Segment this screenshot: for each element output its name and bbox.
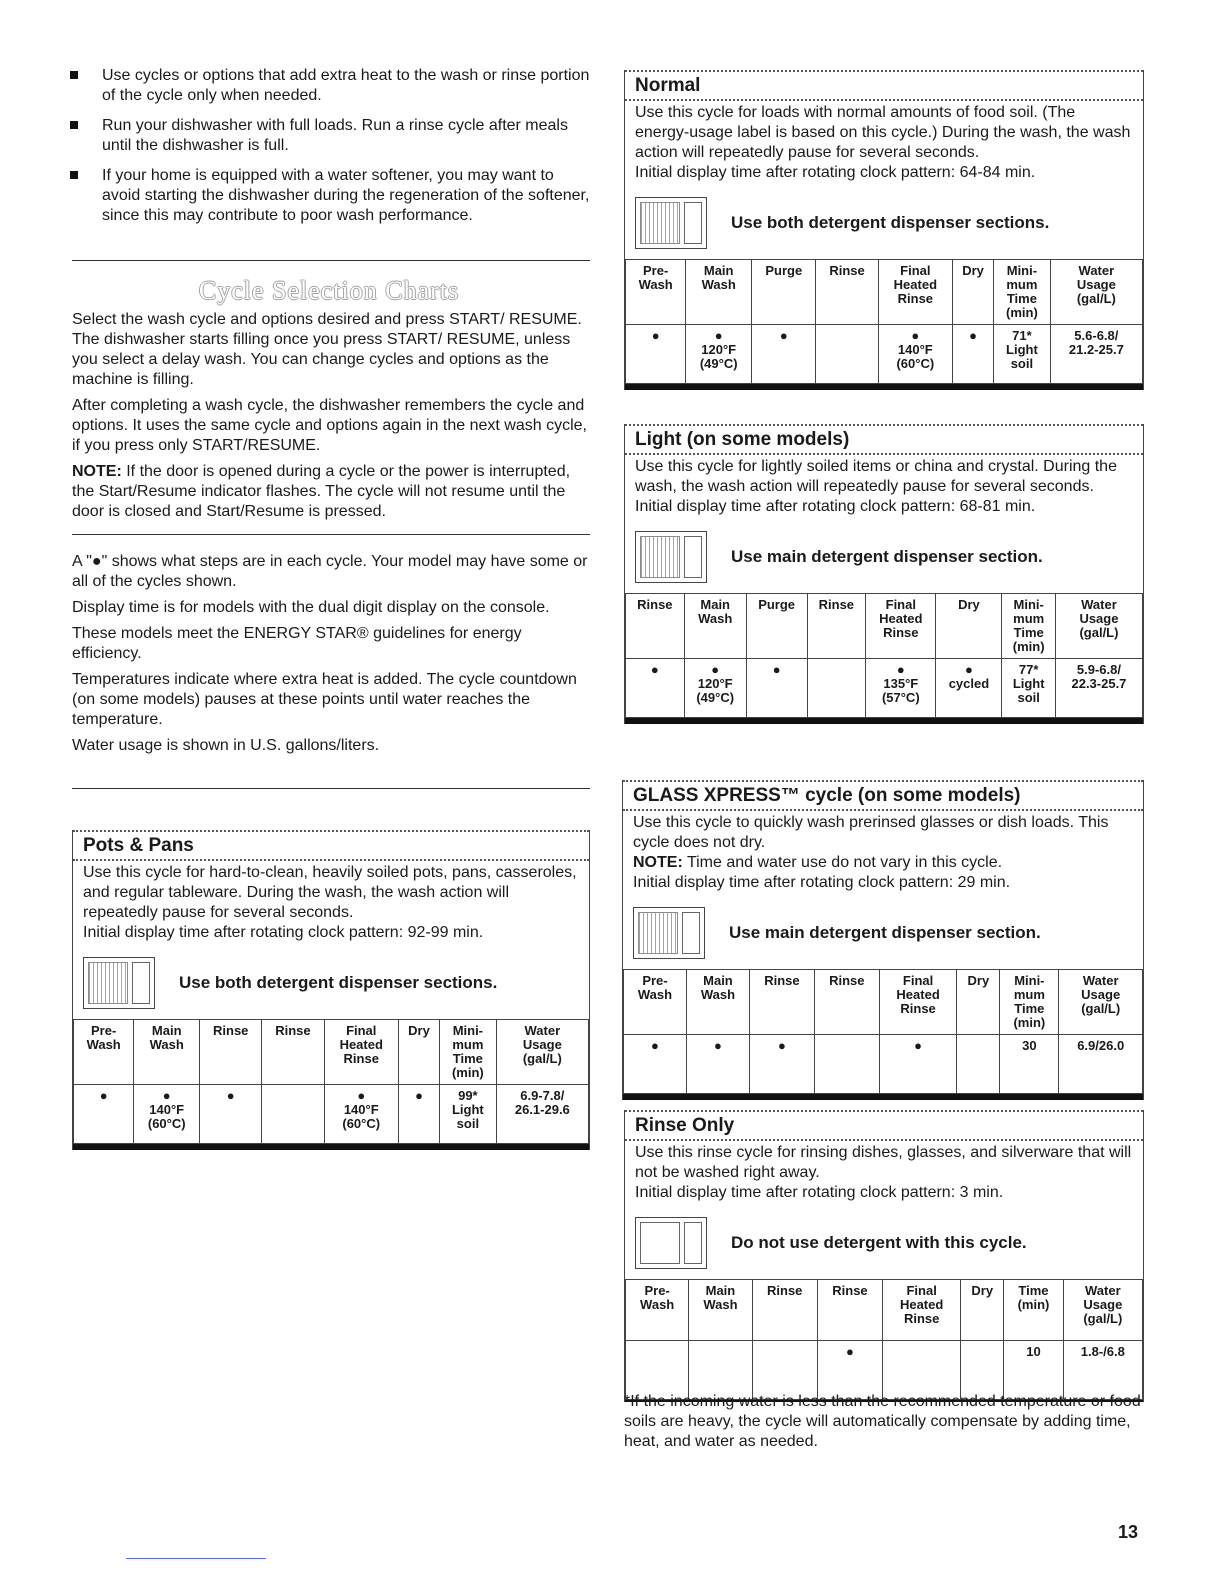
column-header: Dry — [398, 1020, 439, 1085]
column-header: Dry — [936, 594, 1002, 659]
table-cell: ● — [686, 1035, 749, 1094]
cycle-steps-table — [625, 593, 1143, 718]
column-header: Mini- mum Time (min) — [440, 1020, 497, 1085]
intro-paragraph: Select the wash cycle and options desired and press START/ RESUME. The dishwasher starts filling once you press START/ RESUME, unless you select a delay wash. You can change cycles and options as the machine is filling. — [72, 311, 582, 388]
table-cell: ● — [953, 325, 994, 384]
column-header: Final Heated Rinse — [878, 260, 952, 325]
cycle-title: Pots & Pans — [73, 830, 589, 861]
column-header: Main Wash — [686, 970, 749, 1035]
column-header: Dry — [961, 1280, 1004, 1341]
column-header: Rinse — [752, 1280, 817, 1341]
column-header: Rinse — [807, 594, 866, 659]
cycle-description — [625, 1141, 1143, 1203]
cycle-desc-text: Use this cycle for hard-to-clean, heavily soiled pots, pans, casseroles, and regular tableware. During the wash, the wash action will repeatedly pause for several seconds. — [83, 864, 577, 921]
column-header: Rinse — [262, 1020, 324, 1085]
intro-note — [72, 462, 592, 522]
cycle-description — [623, 811, 1143, 893]
bullet-square-icon — [70, 121, 78, 129]
table-cell — [816, 325, 878, 384]
table-header-row — [624, 970, 1143, 1035]
tip-text: Use cycles or options that add extra heat to the wash or rinse portion of the cycle only when needed. — [102, 67, 590, 104]
legend-paragraph: These models meet the ENERGY STAR® guidelines for energy efficiency. — [72, 625, 522, 662]
table-bottom-bar — [73, 1144, 589, 1150]
detergent-text: Do not use detergent with this cycle. — [731, 1233, 1027, 1252]
column-header: Final Heated Rinse — [324, 1020, 398, 1085]
detergent-instruction — [625, 517, 1143, 593]
cycle-display-time: Initial display time after rotating clock pattern: 29 min. — [633, 874, 1011, 891]
column-header: Mini- mum Time (min) — [994, 260, 1051, 325]
note-label: NOTE: — [633, 854, 683, 871]
table-cell — [626, 1341, 689, 1400]
table-cell: ● 140°F (60°C) — [878, 325, 952, 384]
table-bottom-bar — [625, 384, 1143, 390]
column-header: Rinse — [816, 260, 878, 325]
detergent-instruction — [625, 183, 1143, 259]
tip-text: If your home is equipped with a water softener, you may want to avoid starting the dishwasher during the regeneration of the softener, since this may contribute to poor wash performance. — [102, 167, 590, 224]
table-cell: 10 — [1004, 1341, 1063, 1400]
cycle-display-time: Initial display time after rotating clock pattern: 64-84 min. — [635, 164, 1036, 181]
detergent-dispenser-icon — [83, 957, 155, 1009]
column-header: Water Usage (gal/L) — [1055, 594, 1142, 659]
table-cell: ● — [74, 1085, 134, 1144]
cycle-description — [625, 101, 1143, 183]
table-cell: ● cycled — [936, 659, 1002, 718]
table-cell: 6.9-7.8/ 26.1-29.6 — [496, 1085, 588, 1144]
cycle-desc-text: Use this cycle to quickly wash prerinsed glasses or dish loads. This cycle does not dry. — [633, 814, 1109, 851]
column-header: Main Wash — [134, 1020, 200, 1085]
cycle-steps-table — [623, 969, 1143, 1094]
table-cell: ● — [626, 325, 686, 384]
footnote: *If the incoming water is less than the recommended temperature or food soils are heavy, the cycle will automatically compensate by adding time, heat, and water as needed. — [624, 1393, 1141, 1450]
table-cell — [689, 1341, 752, 1400]
cycle-display-time: Initial display time after rotating clock pattern: 92-99 min. — [83, 924, 484, 941]
detergent-instruction — [73, 943, 589, 1019]
column-header: Final Heated Rinse — [879, 970, 957, 1035]
column-header: Mini- mum Time (min) — [1000, 970, 1059, 1035]
table-bottom-bar — [625, 718, 1143, 724]
column-header: Pre- Wash — [626, 260, 686, 325]
column-header: Rinse — [817, 1280, 882, 1341]
column-header: Pre- Wash — [74, 1020, 134, 1085]
table-cell: ● — [624, 1035, 687, 1094]
column-header: Time (min) — [1004, 1280, 1063, 1341]
legend-paragraph: Water usage is shown in U.S. gallons/liters. — [72, 737, 380, 754]
column-header: Dry — [957, 970, 1000, 1035]
cycle-note — [633, 853, 1133, 873]
table-row — [626, 1341, 1143, 1400]
table-header-row — [626, 594, 1143, 659]
section-title: Cycle Selection Charts — [198, 276, 460, 305]
table-header-row — [74, 1020, 589, 1085]
table-cell — [262, 1085, 324, 1144]
table-cell: ● — [200, 1085, 262, 1144]
column-header: Purge — [752, 260, 816, 325]
cycle-display-time: Initial display time after rotating clock pattern: 68-81 min. — [635, 498, 1036, 515]
note-label: NOTE: — [72, 463, 122, 480]
divider — [72, 534, 590, 535]
column-header: Rinse — [626, 594, 685, 659]
cycle-rinse-only — [624, 1110, 1144, 1402]
detergent-dispenser-icon — [635, 531, 707, 583]
table-bottom-bar — [623, 1094, 1143, 1100]
table-cell: 30 — [1000, 1035, 1059, 1094]
column-header: Rinse — [749, 970, 814, 1035]
tip-item — [70, 166, 590, 226]
cycle-title: GLASS XPRESS™ cycle (on some models) — [623, 780, 1143, 811]
column-header: Main Wash — [689, 1280, 752, 1341]
detergent-text: Use main detergent dispenser section. — [729, 923, 1041, 942]
table-cell: ● — [749, 1035, 814, 1094]
tip-item — [70, 66, 590, 106]
table-cell: 5.6-6.8/ 21.2-25.7 — [1050, 325, 1142, 384]
column-header: Rinse — [200, 1020, 262, 1085]
table-header-row — [626, 1280, 1143, 1341]
table-cell — [961, 1341, 1004, 1400]
table-row — [626, 659, 1143, 718]
column-header: Water Usage (gal/L) — [496, 1020, 588, 1085]
bullet-square-icon — [70, 71, 78, 79]
cycle-display-time: Initial display time after rotating clock pattern: 3 min. — [635, 1184, 1004, 1201]
table-cell — [752, 1341, 817, 1400]
column-header: Main Wash — [686, 260, 752, 325]
column-header: Purge — [746, 594, 807, 659]
note-text: Time and water use do not vary in this cycle. — [682, 854, 1003, 871]
column-header: Pre- Wash — [624, 970, 687, 1035]
detergent-dispenser-icon — [635, 197, 707, 249]
empty-dispenser-icon — [635, 1217, 707, 1269]
cycle-steps-table — [73, 1019, 589, 1144]
legend-text — [72, 552, 592, 762]
table-cell: 5.9-6.8/ 22.3-25.7 — [1055, 659, 1142, 718]
legend-paragraph: A "●" shows what steps are in each cycle. Your model may have some or all of the cycles shown. — [72, 553, 588, 590]
table-cell — [807, 659, 866, 718]
cycle-steps-table — [625, 1279, 1143, 1400]
table-cell: 71* Light soil — [994, 325, 1051, 384]
column-header: Dry — [953, 260, 994, 325]
cycle-title: Light (on some models) — [625, 424, 1143, 455]
table-row — [74, 1085, 589, 1144]
column-header: Pre- Wash — [626, 1280, 689, 1341]
footer-link-underline — [126, 1558, 266, 1559]
detergent-text: Use main detergent dispenser section. — [731, 547, 1043, 566]
table-cell — [957, 1035, 1000, 1094]
cycle-glass-xpress — [622, 780, 1144, 1100]
intro-text — [72, 310, 592, 528]
tip-text: Run your dishwasher with full loads. Run a rinse cycle after meals until the dishwasher is full. — [102, 117, 568, 154]
cycle-desc-text: Use this rinse cycle for rinsing dishes, glasses, and silverware that will not be washed right away. — [635, 1144, 1132, 1181]
cycle-pots-pans — [72, 830, 590, 1150]
intro-paragraph: After completing a wash cycle, the dishwasher remembers the cycle and options. It uses the same cycle and options again in the next wash cycle, if you press only START/RESUME. — [72, 397, 587, 454]
cycle-title: Normal — [625, 70, 1143, 101]
table-row — [626, 325, 1143, 384]
table-cell: 1.8-/6.8 — [1063, 1341, 1142, 1400]
table-row — [624, 1035, 1143, 1094]
table-cell: ● — [879, 1035, 957, 1094]
column-header: Rinse — [814, 970, 879, 1035]
table-cell: ● — [752, 325, 816, 384]
cycle-desc-text: Use this cycle for loads with normal amounts of food soil. (The energy-usage label is based on this cycle.) During the wash, the wash action will repeatedly pause for several seconds. — [635, 104, 1131, 161]
cycle-title: Rinse Only — [625, 1110, 1143, 1141]
table-cell: 99* Light soil — [440, 1085, 497, 1144]
column-header: Mini- mum Time (min) — [1002, 594, 1055, 659]
table-cell: ● — [817, 1341, 882, 1400]
divider — [72, 788, 590, 789]
column-header: Main Wash — [684, 594, 746, 659]
table-cell: ● — [746, 659, 807, 718]
column-header: Water Usage (gal/L) — [1050, 260, 1142, 325]
cycle-desc-text: Use this cycle for lightly soiled items or china and crystal. During the wash, the wash action will repeatedly pause for several seconds. — [635, 458, 1117, 495]
table-cell: ● — [398, 1085, 439, 1144]
cycle-description — [73, 861, 589, 943]
table-cell: ● 120°F (49°C) — [684, 659, 746, 718]
column-header: Final Heated Rinse — [883, 1280, 961, 1341]
column-header: Water Usage (gal/L) — [1063, 1280, 1142, 1341]
column-header: Water Usage (gal/L) — [1059, 970, 1143, 1035]
page-number: 13 — [1118, 1522, 1139, 1542]
tips-list — [70, 66, 590, 236]
note-text: If the door is opened during a cycle or the power is interrupted, the Start/Resume indicator flashes. The cycle will not resume until the door is closed and Start/Resume is pressed. — [72, 463, 571, 520]
cycle-normal — [624, 70, 1144, 390]
table-cell: 6.9/26.0 — [1059, 1035, 1143, 1094]
legend-paragraph: Display time is for models with the dual digit display on the console. — [72, 599, 550, 616]
table-header-row — [626, 260, 1143, 325]
detergent-text: Use both detergent dispenser sections. — [179, 973, 498, 992]
detergent-text: Use both detergent dispenser sections. — [731, 213, 1050, 232]
table-cell: ● 140°F (60°C) — [134, 1085, 200, 1144]
detergent-instruction — [625, 1203, 1143, 1279]
table-cell: ● 135°F (57°C) — [866, 659, 936, 718]
cycle-light — [624, 424, 1144, 724]
table-cell: 77* Light soil — [1002, 659, 1055, 718]
cycle-steps-table — [625, 259, 1143, 384]
table-cell: ● — [626, 659, 685, 718]
tip-item — [70, 116, 590, 156]
table-cell — [883, 1341, 961, 1400]
table-cell: ● 120°F (49°C) — [686, 325, 752, 384]
divider — [72, 260, 590, 261]
legend-paragraph: Temperatures indicate where extra heat is added. The cycle countdown (on some models) pauses at these points until water reaches the temperature. — [72, 671, 577, 728]
column-header: Final Heated Rinse — [866, 594, 936, 659]
cycle-description — [625, 455, 1143, 517]
table-cell — [814, 1035, 879, 1094]
bullet-square-icon — [70, 171, 78, 179]
detergent-instruction — [623, 893, 1143, 969]
detergent-dispenser-icon — [633, 907, 705, 959]
table-cell: ● 140°F (60°C) — [324, 1085, 398, 1144]
